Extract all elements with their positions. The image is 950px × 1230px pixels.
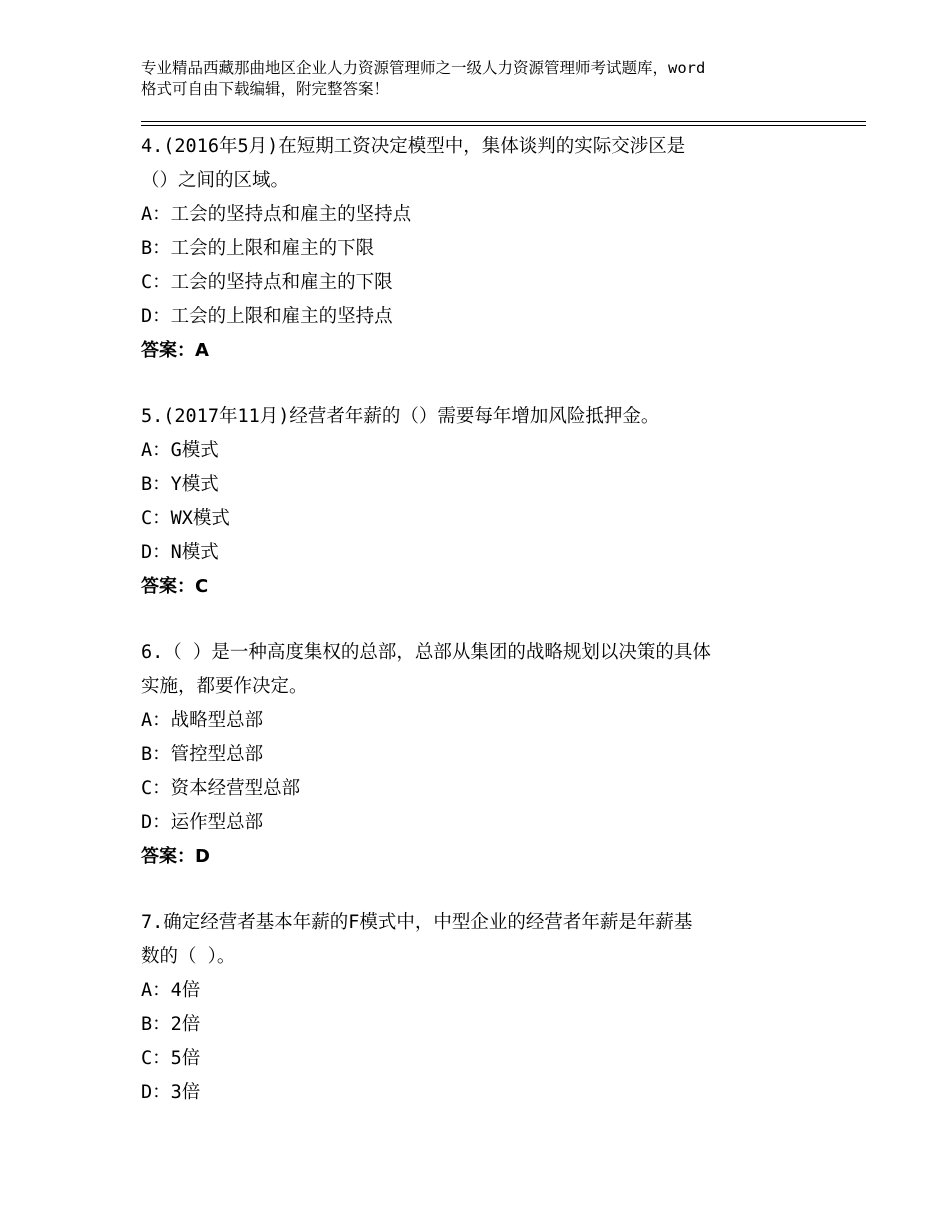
answer-key: 答案：C bbox=[141, 576, 209, 597]
option-d: D：3倍 bbox=[141, 1082, 201, 1103]
option-c: C：WX模式 bbox=[141, 508, 230, 529]
question-stem: （）之间的区域。 bbox=[141, 170, 290, 191]
question-stem: 6.（ ）是一种高度集权的总部，总部从集团的战略规划以决策的具体 bbox=[141, 642, 711, 663]
header-divider-bottom bbox=[141, 125, 866, 126]
option-d: D：运作型总部 bbox=[141, 812, 264, 833]
question-stem: 数的（ ）。 bbox=[141, 946, 236, 967]
option-d: D：N模式 bbox=[141, 542, 219, 563]
option-b: B：管控型总部 bbox=[141, 744, 264, 765]
option-c: C：工会的坚持点和雇主的下限 bbox=[141, 272, 393, 293]
question-stem: 7.确定经营者基本年薪的F模式中，中型企业的经营者年薪是年薪基 bbox=[141, 912, 693, 933]
option-a: A：4倍 bbox=[141, 980, 201, 1001]
option-a: A：G模式 bbox=[141, 440, 219, 461]
option-b: B：工会的上限和雇主的下限 bbox=[141, 238, 375, 259]
option-a: A：工会的坚持点和雇主的坚持点 bbox=[141, 204, 412, 225]
question-stem: 4.(2016年5月)在短期工资决定模型中，集体谈判的实际交涉区是 bbox=[141, 136, 686, 157]
option-b: B：Y模式 bbox=[141, 474, 219, 495]
document-header bbox=[141, 58, 831, 100]
answer-key: 答案：D bbox=[141, 846, 210, 867]
answer-key: 答案：A bbox=[141, 340, 209, 361]
option-d: D：工会的上限和雇主的坚持点 bbox=[141, 306, 393, 327]
question-6 bbox=[141, 636, 841, 874]
question-stem: 实施，都要作决定。 bbox=[141, 676, 308, 697]
option-b: B：2倍 bbox=[141, 1014, 201, 1035]
header-divider-top bbox=[141, 121, 866, 122]
question-4 bbox=[141, 130, 841, 368]
question-5 bbox=[141, 400, 841, 604]
question-stem: 5.(2017年11月)经营者年薪的（）需要每年增加风险抵押金。 bbox=[141, 406, 660, 427]
option-c: C：5倍 bbox=[141, 1048, 201, 1069]
question-7 bbox=[141, 906, 841, 1110]
header-line-2: 格式可自由下载编辑，附完整答案！ bbox=[141, 80, 390, 98]
option-a: A：战略型总部 bbox=[141, 710, 264, 731]
header-line-1: 专业精品西藏那曲地区企业人力资源管理师之一级人力资源管理师考试题库，word bbox=[141, 59, 706, 77]
question-list bbox=[141, 130, 841, 1142]
option-c: C：资本经营型总部 bbox=[141, 778, 301, 799]
